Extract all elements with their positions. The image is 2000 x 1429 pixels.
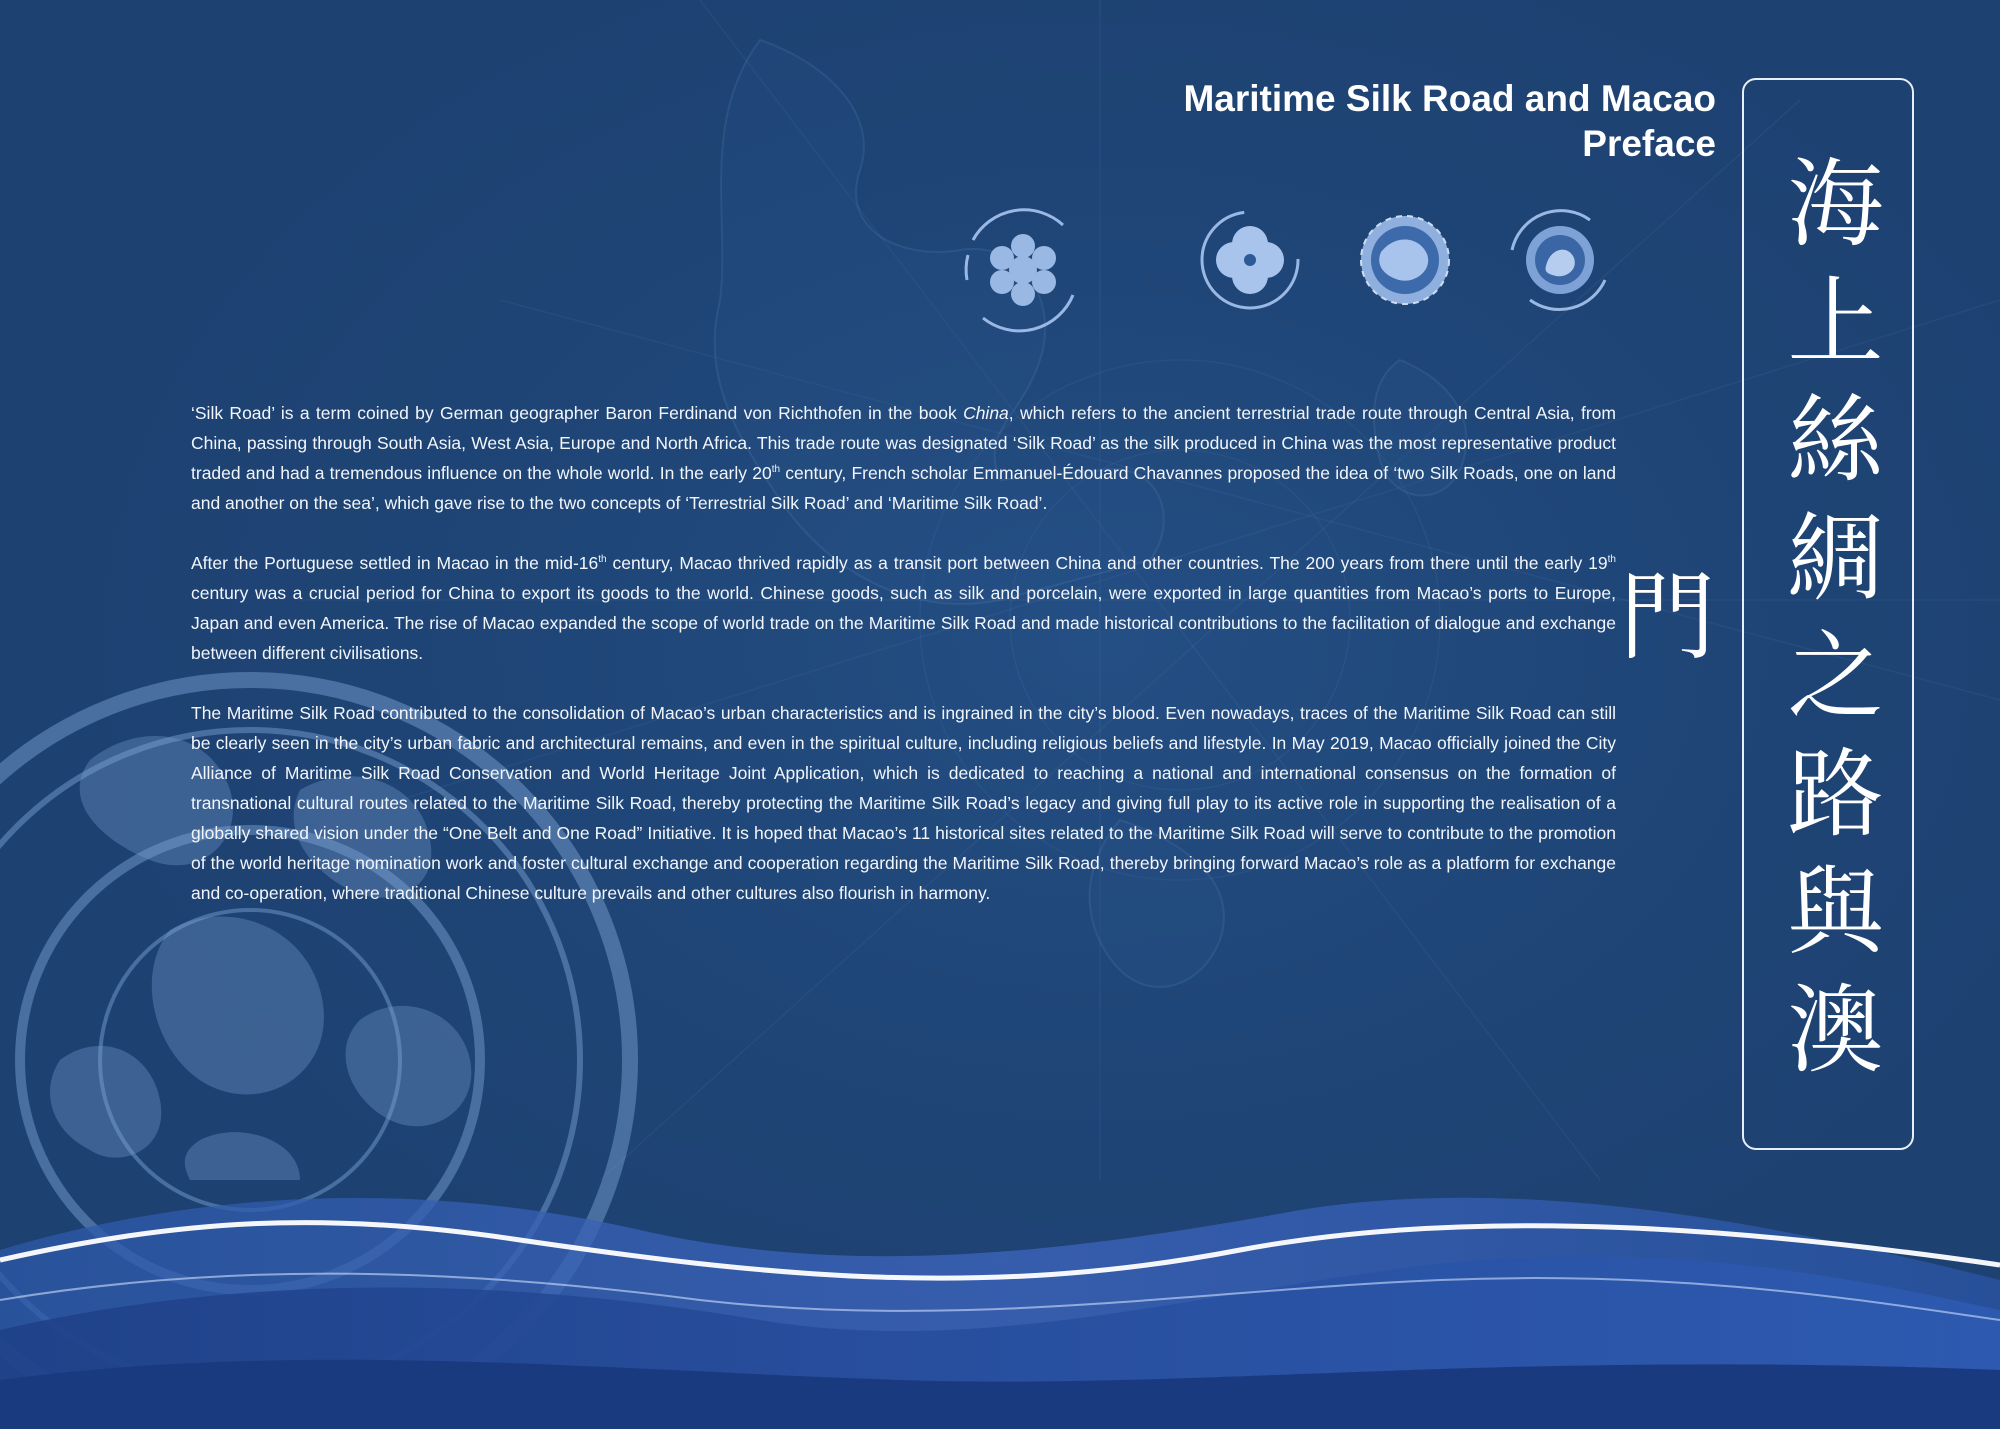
book-title: China [963,403,1009,423]
paragraph-2: After the Portuguese settled in Macao in the mid-16th century, Macao thrived rapidly as a transit port between China and other countries. The 200 years from there until the early 19th century was a crucial period for China to export its goods to the world. Chinese goods, such as silk and porcelain, were exported in large quantities from Macao’s ports to Europe, Japan and even America. The rise of Macao expanded the scope of world trade on the Maritime Silk Road and made historical contributions to the facilitation of dialogue and exchange between different civilisations. [191,553,1616,663]
wave-band [0,1180,2000,1429]
flower-medallion-icon [966,210,1073,331]
paragraph-3: The Maritime Silk Road contributed to the consolidation of Macao’s urban characteristics and is ingrained in the city’s blood. Even nowadays, traces of the Maritime Silk Road can still be clearly seen in the city’s urban fabric and architectural remains, and even in the spiritual culture, including religious beliefs and lifestyle. In May 2019, Macao officially joined the City Alliance of Maritime Silk Road Conservation and World Heritage Joint Application, which is dedicated to reaching a national and international consensus on the formation of transnational cultural routes related to the Maritime Silk Road, thereby protecting the Maritime Silk Road’s legacy and giving full play to its active role in supporting the realisation of a globally shared vision under the “One Belt and One Road” Initiative. It is hoped that Macao’s 11 historical sites related to the Maritime Silk Road will serve to contribute to the promotion of the world heritage nomination work and foster cultural exchange and cooperation regarding the Maritime Silk Road, thereby bringing forward Macao’s role as a platform for exchange and co-operation, where traditional Chinese culture prevails and other cultures also flourish in harmony. [191,703,1616,903]
page-title: Maritime Silk Road and Macao [1183,78,1716,119]
chinese-title: 海上絲綢之路與澳門 [1604,153,1884,1097]
ornate-plate-medallion-icon [1361,216,1449,304]
paragraph-1: ‘Silk Road’ is a term coined by German geographer Baron Ferdinand von Richthofen in the book China, which refers to the ancient terrestrial trade route through Central Asia, from China, passing through South Asia, West Asia, Europe and North Africa. This trade route was designated ‘Silk Road’ as the silk produced in China was the most representative product traded and had a tremendous influence on the whole world. In the early 20th century, French scholar Emmanuel-Édouard Chavannes proposed the idea of ‘two Silk Roads, one on land and another on the sea’, which gave rise to the two concepts of ‘Terrestrial Silk Road’ and ‘Maritime Silk Road’. [191,403,1616,513]
title-block [1183,76,1716,166]
quatrefoil-medallion-icon [1202,212,1298,308]
preface-body [191,398,1616,938]
bird-plate-medallion-icon [1512,211,1605,310]
medallion-row [950,200,1630,340]
page-subtitle: Preface [1582,123,1716,164]
